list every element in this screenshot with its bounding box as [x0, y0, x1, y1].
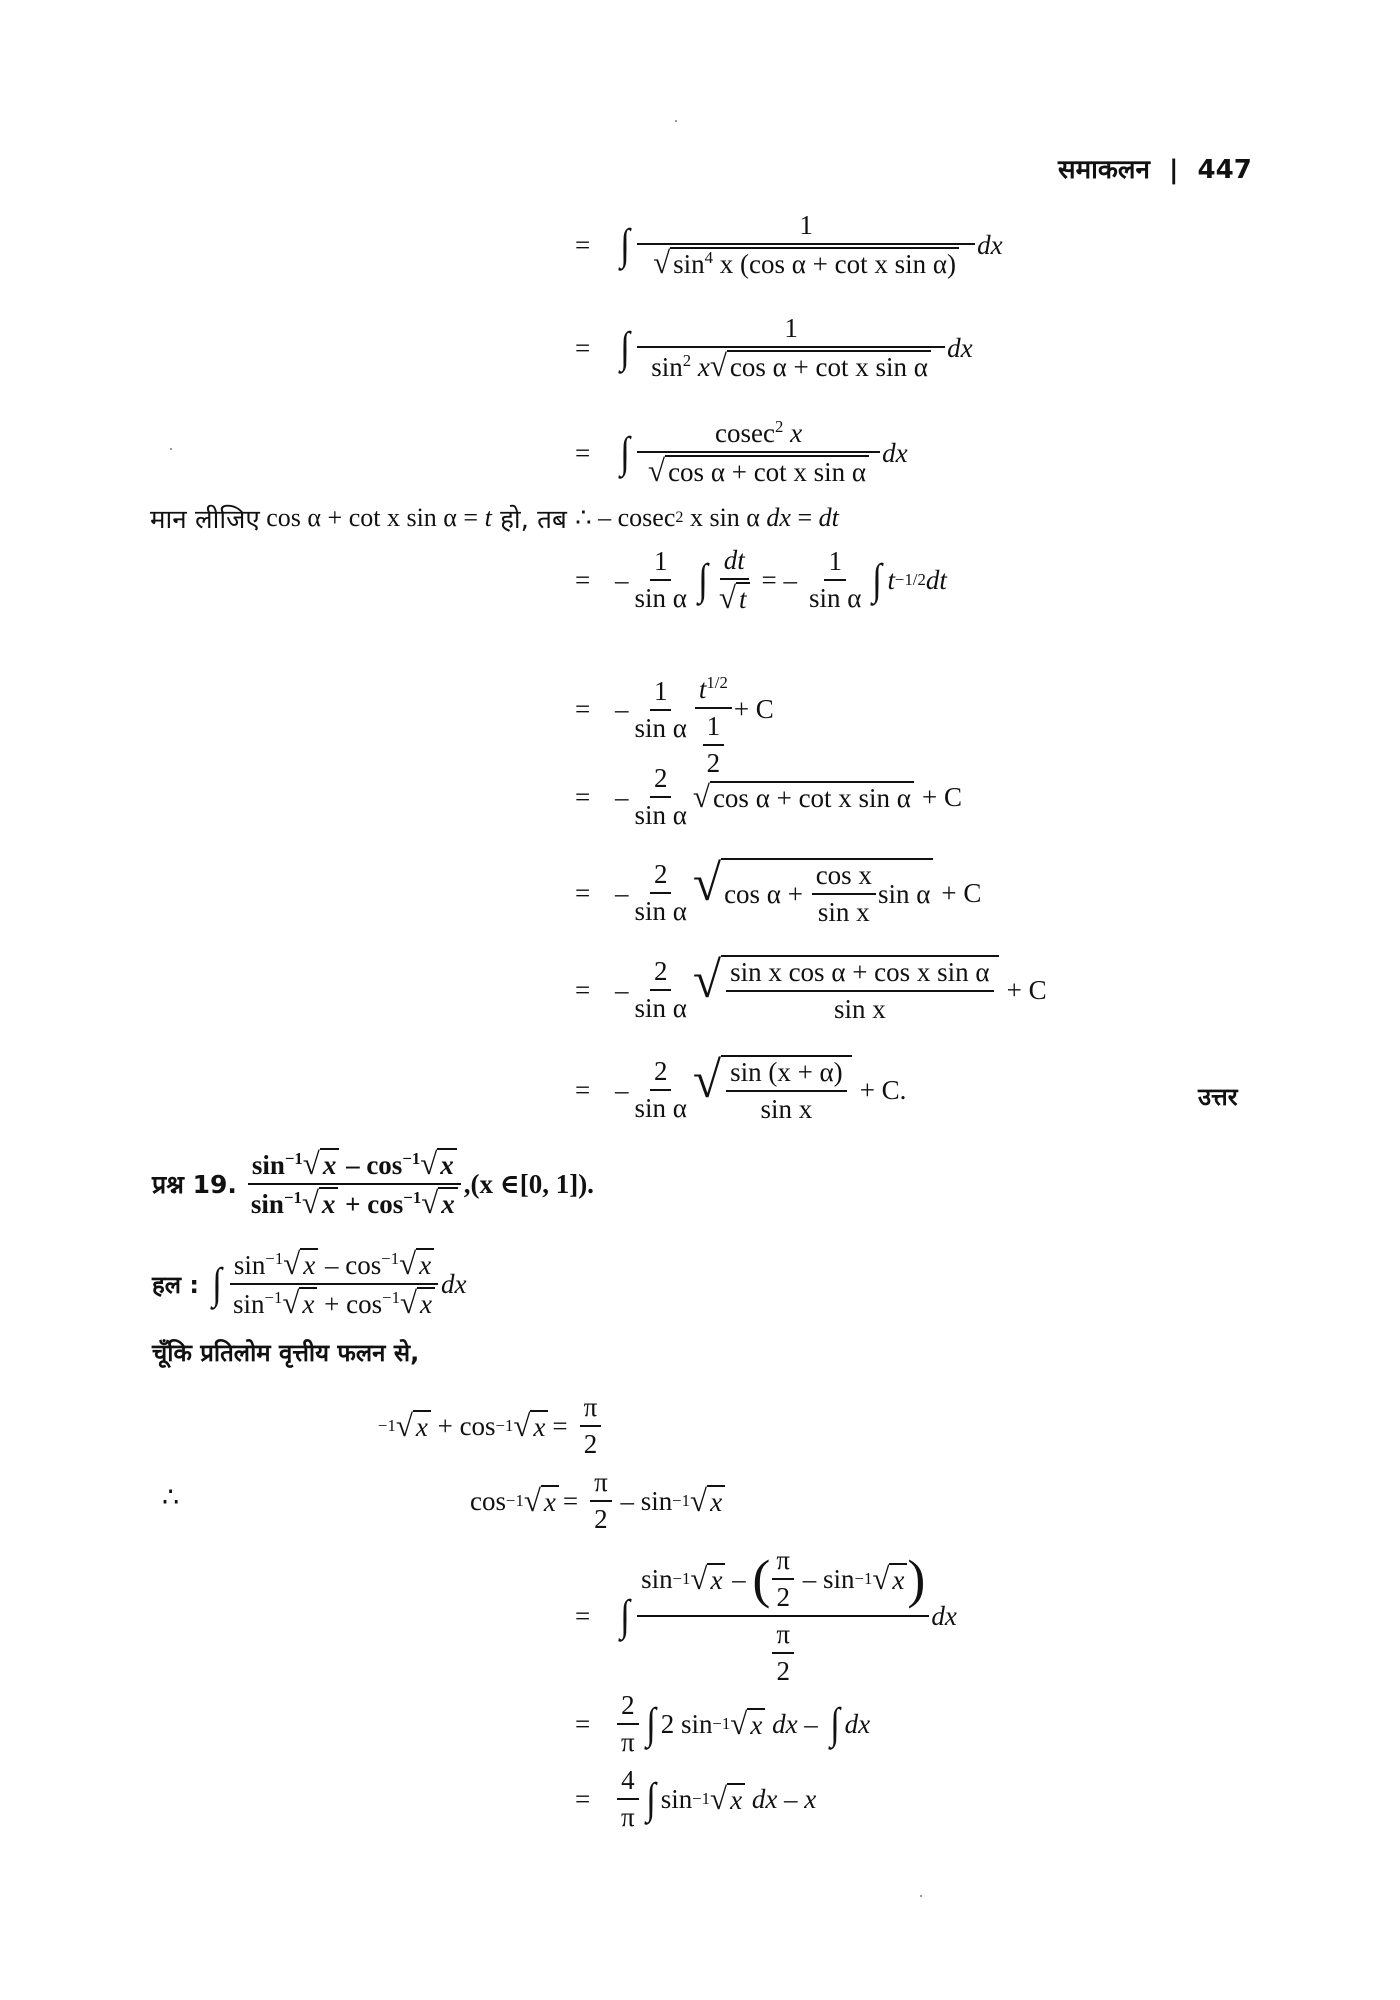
exponent: −1 — [382, 1287, 400, 1307]
denominator: 2 — [776, 1582, 790, 1612]
term: cos α + — [724, 878, 810, 909]
radicand: x — [320, 1148, 340, 1181]
exponent: 2 — [682, 350, 692, 370]
equals-sign: = — [575, 1600, 591, 1631]
differential: dx — [947, 332, 973, 363]
constant: + C — [733, 694, 774, 724]
denominator: sin α — [809, 583, 862, 613]
equals-sign: = — [575, 974, 591, 1005]
denominator — [766, 1617, 800, 1687]
term: – cos — [339, 1150, 403, 1180]
exponent: −1 — [403, 1187, 422, 1207]
differential: dx — [977, 229, 1003, 260]
denominator: sin α — [634, 712, 687, 743]
differential: dx — [440, 1268, 467, 1299]
fraction — [726, 1057, 847, 1125]
integral-sign: ∫ — [620, 428, 630, 477]
fraction — [812, 860, 876, 928]
fraction — [637, 210, 975, 280]
minus-sign: – — [725, 1563, 753, 1594]
exponent: −1 — [284, 1148, 303, 1168]
integral-sign: ∫ — [829, 1699, 840, 1748]
exponent: 2 — [774, 416, 784, 436]
denominator — [229, 1285, 439, 1320]
fraction — [631, 546, 691, 614]
equals-sign: = — [575, 781, 591, 812]
page-header — [1058, 150, 1252, 186]
square-root: √ x — [690, 1563, 725, 1596]
fraction — [580, 1392, 602, 1460]
expression: x sin α — [683, 503, 767, 532]
fraction — [631, 763, 691, 831]
numerator: 1 — [650, 546, 672, 581]
differential: dx — [765, 1708, 798, 1739]
fraction — [617, 1765, 639, 1833]
numerator: 1 — [703, 711, 725, 746]
fraction — [590, 1467, 612, 1535]
exponent: −1 — [264, 1287, 283, 1307]
equals-sign: = — [575, 694, 591, 724]
fraction — [772, 1545, 794, 1613]
substitution-line: मान लीजिए cos α + cot x sin α = t हो, तब ∴ – cosec 2 x sin α dx = dt — [150, 500, 839, 536]
numerator — [637, 418, 880, 453]
radicand: x — [707, 1563, 725, 1596]
integral-sign: ∫ — [872, 555, 883, 604]
minus-sign: – — [797, 1708, 825, 1739]
fraction — [772, 1619, 794, 1687]
equals-sign: = — [562, 1485, 579, 1516]
term: – x — [777, 1783, 817, 1814]
denominator: sin α — [634, 993, 687, 1023]
denominator — [647, 348, 935, 383]
numerator: 2 — [650, 956, 672, 991]
square-root: √ x — [690, 1485, 725, 1518]
equals-sign: = — [790, 503, 819, 532]
fraction — [637, 313, 945, 383]
radicand: x — [417, 1287, 435, 1320]
fraction — [631, 1056, 691, 1124]
equals-sign: = — [575, 564, 591, 595]
variable: t — [887, 564, 895, 595]
square-root: √ x — [400, 1287, 435, 1320]
square-root: √ x — [524, 1485, 559, 1518]
term: sin — [641, 1563, 673, 1594]
square-root: √ cos α + cot x sin α — [710, 350, 931, 383]
square-root: √ x — [396, 1410, 431, 1443]
radicand: cos α + cot x sin α — [727, 350, 931, 383]
square-root: √ $\frac{\sin (x + \alpha)}{\text{sin x}}$ — [693, 1055, 852, 1125]
step-5 — [575, 640, 774, 779]
term: sin — [233, 1250, 266, 1280]
page-number: 447 — [1197, 155, 1252, 185]
scan-speck — [920, 1895, 922, 1897]
radicand: x — [707, 1485, 725, 1518]
transform-step-3: = $\frac{4}{\pi}$ ∫ sin −1 √ x dx – x — [575, 1765, 817, 1832]
denominator: sin α — [634, 800, 687, 830]
equals-sign: = — [575, 1074, 591, 1105]
constant: + C — [921, 781, 962, 812]
differential: dx — [931, 1600, 957, 1631]
term: sin — [233, 1289, 265, 1319]
solution-label: हल : — [152, 1270, 199, 1299]
numerator: π — [772, 1619, 794, 1654]
numerator: dt — [720, 545, 749, 580]
square-root: √ cos α + $\frac{\text{cos x}}{\text{sin x}}$ sin α — [693, 858, 933, 928]
integral-sign: ∫ — [212, 1259, 222, 1308]
numerator: sin (x + α) — [726, 1057, 847, 1092]
transform-step-2: = $\frac{2}{\pi}$ ∫ 2 sin −1 √ x dx – ∫ dx — [575, 1690, 871, 1757]
denominator: 2 — [594, 1504, 608, 1534]
step-1 — [575, 210, 1003, 280]
differential: dt — [925, 564, 947, 595]
step-4: = – $\frac{1}{\text{sin α}}$ ∫ dt √ t = – $\frac{1}{\text{sin α}}$ ∫ t −1/2 dt — [575, 545, 947, 615]
denominator: sin α — [634, 896, 687, 926]
numerator: π — [580, 1392, 602, 1427]
radicand: x — [438, 1187, 458, 1220]
numerator: 1 — [637, 210, 975, 245]
term: 2 sin — [660, 1708, 713, 1739]
since-text: चूँकि प्रतिलोम वृत्तीय फलन से, — [152, 1339, 420, 1367]
numerator: 2 — [650, 859, 672, 894]
numerator: π — [590, 1467, 612, 1502]
radicand: x — [530, 1410, 548, 1443]
identity-line: −1 √ x + cos −1 √ x = $\frac{\pi}{2}$ — [378, 1392, 603, 1460]
term: + cos — [338, 1189, 404, 1219]
integral-sign: ∫ — [645, 1774, 656, 1823]
minus-sign: – — [615, 564, 629, 595]
minus-sign: – — [615, 877, 629, 908]
denominator — [715, 580, 754, 615]
constant: + C — [941, 877, 982, 908]
fraction — [637, 418, 880, 488]
radicand: x — [727, 1783, 745, 1816]
denominator: sin α — [634, 1093, 687, 1123]
numerator: 2 — [650, 1056, 672, 1091]
answer-label: उत्तर — [1198, 1083, 1238, 1111]
term: sin — [660, 1783, 693, 1814]
solution-start — [152, 1248, 466, 1320]
numerator: 4 — [617, 1765, 639, 1800]
equals-sign: = – — [761, 564, 798, 595]
exponent: −1 — [402, 1148, 421, 1168]
differential: dt — [818, 503, 839, 532]
minus-sign: – — [615, 1074, 629, 1105]
step-6 — [575, 763, 962, 831]
square-root: √ $\frac{\text{sin x cos α + cos x sin α}}{\text{sin x}}$ — [693, 955, 999, 1025]
square-root: √ x — [303, 1148, 340, 1181]
denominator: π — [621, 1727, 635, 1757]
exponent: −1 — [283, 1187, 302, 1207]
square-root: √ $\sin^4 x$ (cos α + cot x sin α) — [653, 247, 959, 280]
variable: t — [484, 503, 492, 532]
term: sin — [251, 1150, 285, 1180]
fraction — [715, 545, 754, 615]
expression: – cosec — [591, 503, 676, 532]
denominator: sin x — [760, 1094, 813, 1124]
numerator: 1 — [650, 676, 672, 711]
step-8 — [575, 952, 1047, 1025]
therefore-symbol: ∴ — [162, 1482, 180, 1512]
square-root: √ x — [710, 1783, 745, 1816]
hindi-text: हो, तब — [491, 505, 576, 535]
numerator: 1 — [637, 313, 945, 348]
radicand: x — [889, 1563, 907, 1596]
radicand: cos α + cot x sin α — [665, 455, 869, 488]
equals-sign: = — [575, 229, 591, 260]
scan-speck — [170, 448, 172, 450]
denominator: 2 — [776, 1656, 790, 1686]
constant: + C — [1006, 974, 1047, 1005]
term: sin — [250, 1189, 284, 1219]
denominator: 2 — [706, 748, 721, 778]
term: x (cos α + cot x sin α) — [713, 249, 957, 279]
left-paren: ( — [752, 1549, 771, 1609]
exponent: −1 — [381, 1248, 400, 1268]
integral-sign: ∫ — [620, 1591, 630, 1640]
radicand: x — [437, 1148, 457, 1181]
term: + cos — [317, 1289, 383, 1319]
differential: dx — [882, 437, 908, 468]
square-root: √ x — [399, 1248, 434, 1281]
constant: + C. — [859, 1074, 907, 1105]
term: + cos — [430, 1410, 496, 1441]
scan-speck — [675, 120, 677, 122]
square-root: √ cos α + cot x sin α — [648, 455, 869, 488]
square-root: √ x — [420, 1148, 457, 1181]
term: – cos — [318, 1250, 382, 1280]
denominator — [644, 453, 873, 488]
exponent: 4 — [704, 247, 714, 267]
fraction — [229, 1248, 439, 1320]
equals-sign: = — [575, 437, 591, 468]
numerator: π — [772, 1545, 794, 1580]
numerator: cos x — [812, 860, 876, 895]
therefore-symbol: ∴ — [575, 503, 592, 532]
exponent: −1 — [265, 1248, 284, 1268]
numerator — [230, 1248, 438, 1285]
radicand: t — [736, 582, 750, 615]
question-19 — [152, 1148, 594, 1220]
hindi-text: मान लीजिए — [150, 505, 260, 535]
square-root: √ x — [282, 1287, 317, 1320]
step-7 — [575, 855, 982, 928]
radicand: x — [319, 1187, 339, 1220]
term: – sin — [613, 1485, 673, 1516]
radicand: x — [300, 1248, 318, 1281]
radicand: cos α + cot x sin α — [710, 781, 914, 814]
term: – sin — [796, 1563, 855, 1594]
equals-sign: = — [552, 1410, 568, 1441]
fraction — [637, 1545, 929, 1687]
square-root: √ x — [283, 1248, 318, 1281]
equals-sign: = — [575, 332, 591, 363]
fraction — [726, 957, 994, 1025]
denominator — [247, 1185, 462, 1220]
square-root: √ x — [872, 1563, 907, 1596]
differential: dx — [745, 1783, 778, 1814]
fraction — [247, 1148, 462, 1220]
integral-sign: ∫ — [620, 220, 630, 269]
step-3 — [575, 418, 908, 488]
radicand: x — [416, 1248, 434, 1281]
equals-sign: = — [575, 877, 591, 908]
term: cos — [470, 1485, 506, 1516]
square-root: √ x — [730, 1708, 765, 1741]
square-root: √ cos α + cot x sin α — [693, 781, 914, 814]
differential: dx — [844, 1708, 871, 1739]
numerator — [248, 1148, 461, 1185]
denominator: sin x — [833, 994, 886, 1024]
expression: cos α + cot x sin α = — [259, 503, 485, 532]
fraction — [805, 546, 865, 614]
integral-sign: ∫ — [698, 555, 708, 604]
step-2 — [575, 313, 973, 383]
transform-step-1 — [575, 1545, 957, 1687]
fraction — [631, 956, 691, 1024]
radicand: x — [299, 1287, 317, 1320]
chapter-title: समाकलन — [1058, 155, 1150, 185]
numerator: sin −1 √ x – ( $\frac{\pi}{2}$ – sin −1 √ x ) — [637, 1545, 929, 1617]
integral-sign: ∫ — [645, 1699, 656, 1748]
numerator: sin x cos α + cos x sin α — [726, 957, 994, 992]
numerator: 2 — [650, 763, 672, 798]
header-separator: | — [1168, 155, 1179, 185]
differential: dx — [766, 503, 791, 532]
denominator: 2 — [583, 1429, 598, 1459]
numerator: 2 — [617, 1690, 639, 1725]
fraction — [631, 676, 691, 744]
square-root: √ x — [421, 1187, 458, 1220]
square-root: √ t — [719, 582, 750, 615]
radicand: x — [747, 1708, 765, 1741]
radicand: x — [541, 1485, 559, 1518]
exponent: 1/2 — [706, 672, 728, 692]
variable: x — [783, 418, 803, 448]
denominator: sin α — [634, 583, 687, 613]
domain-text: ,(x ∈[0, 1]). — [463, 1168, 594, 1199]
variable: t — [698, 674, 707, 704]
term: cosec — [715, 418, 775, 448]
equals-sign: = — [575, 1708, 591, 1739]
numerator — [695, 674, 732, 709]
term: sin — [673, 249, 705, 279]
integral-sign: ∫ — [620, 323, 630, 372]
denominator: sin x — [817, 897, 870, 927]
numerator: 1 — [824, 546, 846, 581]
radicand: x — [413, 1410, 431, 1443]
question-label: प्रश्न 19. — [152, 1170, 237, 1199]
variable: x — [691, 352, 710, 382]
equals-sign: = — [575, 1783, 591, 1814]
fraction — [631, 859, 691, 927]
minus-sign: – — [615, 974, 629, 1005]
minus-sign: – — [615, 781, 629, 812]
minus-sign: – — [615, 694, 629, 724]
denominator — [649, 245, 963, 280]
square-root: √ x — [513, 1410, 548, 1443]
step-9 — [575, 1052, 907, 1125]
therefore-line: cos −1 √ x = $\frac{\pi}{2}$ – sin −1 √ x — [470, 1467, 725, 1535]
right-paren: ) — [907, 1549, 926, 1609]
denominator: π — [621, 1802, 635, 1832]
square-root: √ x — [302, 1187, 339, 1220]
fraction — [617, 1690, 639, 1758]
term: sin α — [877, 878, 931, 909]
term: sin — [651, 352, 683, 382]
